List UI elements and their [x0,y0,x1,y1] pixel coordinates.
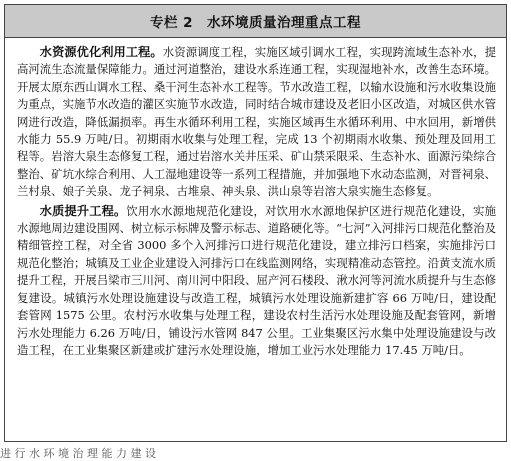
section-water-quality [17,203,496,360]
panel-title: 水环境质量治理重点工程 [207,15,362,31]
panel-title-bar [5,5,506,38]
feature-panel [4,4,507,442]
cut-off-footer-text: 进 行 水 环 境 治 理 能 力 建 设 [0,447,156,460]
panel-number: 专栏 2 [149,15,194,31]
panel-content [5,38,506,359]
section-heading: 水质提升工程。 [39,203,127,218]
section-body: 水资源调度工程，实施区域引调水工程，实现跨流域生态补水，提高河流生态流量保障能力。通过河道整治，建设水系连通工程，实现湿地补水，改善生态环境。开展太原东西山调水工程、桑干河生态补水工程等。节水改造工程，以输水设施和污水收集设施为重点，实施节水改造的灌区实施节水改造，同时结合城市建设及老旧小区改造，对城区供水管网进行改造，降低漏损率。再生水循环利用工程，实施区域再生水循环利用、中水回用，新增供水能力 55.9 万吨/日。初期雨水收集与处理工程，完成 13 个初期雨水收集、预处理及回用工程等。岩溶大泉生态修复工程，通过岩溶水关井压采、矿山禁采限采、生态补水、面源污染综合整治、矿坑水综合利用、人工湿地建设等一系列工程措施，并加强地下水动态监测，对晋祠泉、兰村泉、娘子关泉、龙子祠泉、古堆泉、神头泉、洪山泉等岩溶大泉实施生态修复。 [17,45,497,199]
section-body: 饮用水水源地规范化建设，对饮用水水源地保护区进行规范化建设，实施水源地周边建设围网、树立标示标牌及警示标志、道路硬化等。“七河”入河排污口规范化整治及精细管控工程，对全省 3000 多个入河排污口进行规范化建设，建立排污口档案，实施排污口规范化整治；城镇及工业企业建设入河排污口在线监测网络，实现精准动态管控。沿黄支流水质提升工程，开展吕梁市三川河、南川河中阳段、屈产河石楼段、湫水河等河流水质提升与生态修复建设。城镇污水处理设施建设与改造工程，城镇污水处理设施新建扩容 66 万吨/日，建设配套管网 1575 公里。农村污水收集与处理工程，建设农村生活污水处理设施及配套管网，新增污水处理能力 6.26 万吨/日，铺设污水管网 847 公里。工业集聚区污水集中处理设施建设与改造工程，在工业集聚区新建或扩建污水处理设施，增加工业污水处理能力 17.45 万吨/日。 [17,203,496,357]
section-water-resources [17,44,496,201]
section-heading: 水资源优化利用工程。 [39,45,163,59]
